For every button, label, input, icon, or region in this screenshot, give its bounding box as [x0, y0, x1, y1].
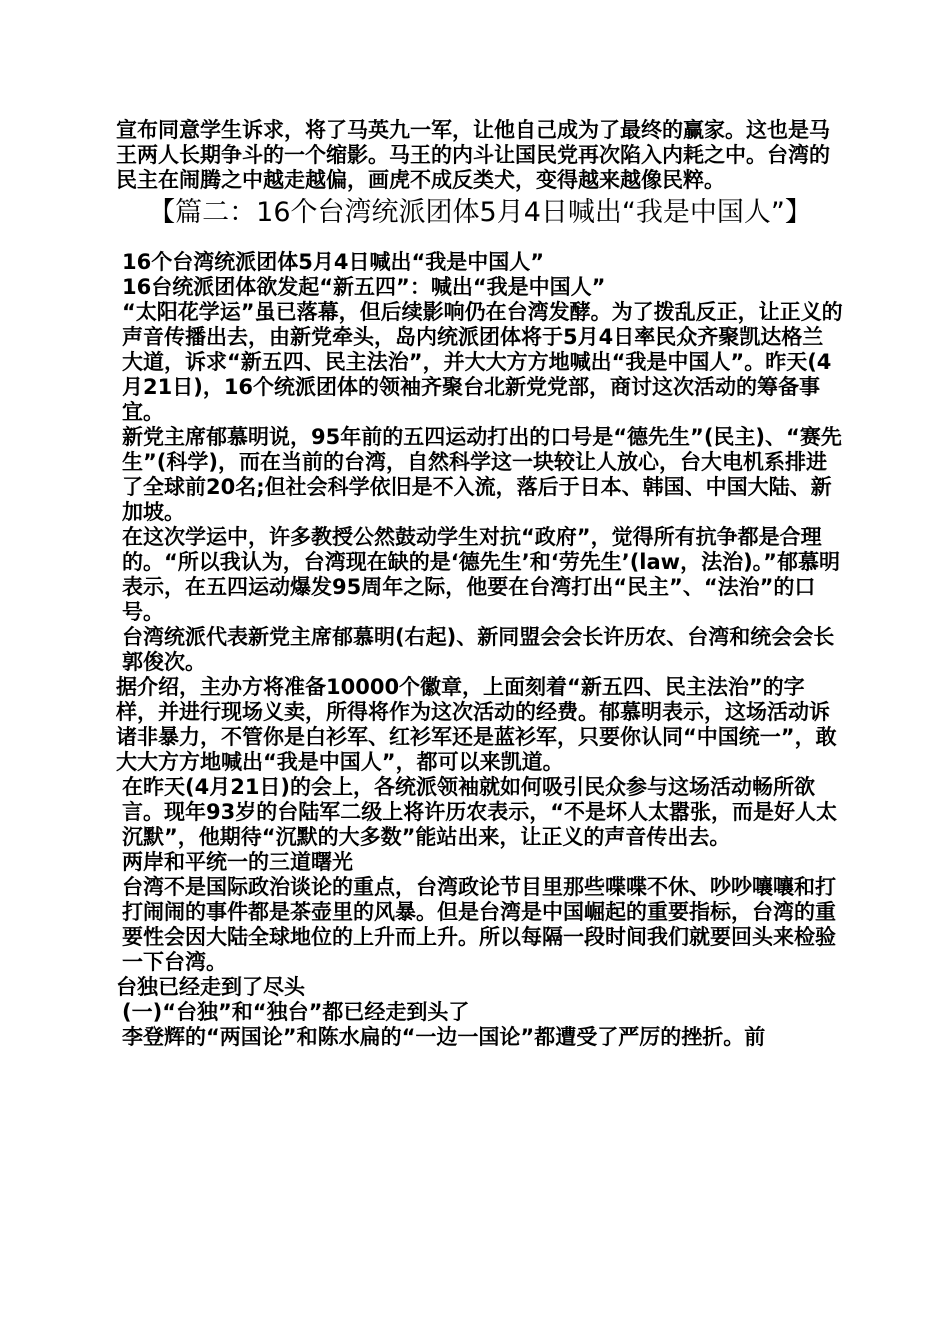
paragraph-subheading: 两岸和平统一的三道曙光: [122, 850, 353, 874]
paragraph-subtitle-1: 16个台湾统派团体5月4日喊出“我是中国人”: [122, 250, 545, 274]
paragraph-caption: 台湾统派代表新党主席郁慕明(右起)、新同盟会会长许历农、台湾和统会会长郭俊次。: [122, 625, 835, 674]
paragraph-body: 李登辉的“两国论”和陈水扁的“一边一国论”都遭受了严厉的挫折。前: [122, 1025, 766, 1049]
paragraph-subheading: 台独已经走到了尽头: [116, 975, 305, 999]
document-page: [116, 118, 844, 1050]
paragraph-body: “太阳花学运”虽已落幕，但后续影响仍在台湾发酵。为了拨乱反正，让正义的声音传播出去，由新党牵头，岛内统派团体将于5月4日率民众齐聚凯达格兰大道，诉求“新五四、民主法治”，并大大方方地喊出“我是中国人”。昨天(4月21日)，16个统派团体的领袖齐聚台北新党党部，商讨这次活动的筹备事宜。: [122, 300, 843, 424]
paragraph-subheading: (一)“台独”和“独台”都已经走到头了: [122, 1000, 470, 1024]
paragraph-body: 据介绍，主办方将准备10000个徽章，上面刻着“新五四、民主法治”的字样，并进行现场义卖，所得将作为这次活动的经费。郁慕明表示，这场活动诉诸非暴力，不管你是白衫军、红衫军还是蓝衫军，只要你认同“中国统一”，敢大大方方地喊出“我是中国人”，都可以来凯道。: [116, 675, 837, 774]
paragraph-body: 在这次学运中，许多教授公然鼓动学生对抗“政府”，觉得所有抗争都是合理的。“所以我认为，台湾现在缺的是‘德先生’和‘劳先生’(law，法治)。”郁慕明表示，在五四运动爆发95周年之际，他要在台湾打出“民主”、“法治”的口号。: [122, 525, 840, 624]
paragraph-subtitle-2: 16台统派团体欲发起“新五四”：喊出“我是中国人”: [122, 275, 606, 299]
section-heading: 【篇二：16个台湾统派团体5月4日喊出“我是中国人”】: [148, 197, 812, 228]
paragraph-body: 新党主席郁慕明说，95年前的五四运动打出的口号是“德先生”(民主)、“赛先生”(科学)，而在当前的台湾，自然科学这一块较让人放心，台大电机系排进了全球前20名;但社会科学依旧是不入流，落后于日本、韩国、中国大陆、新加坡。: [122, 425, 842, 524]
paragraph-body: 台湾不是国际政治谈论的重点，台湾政论节目里那些喋喋不休、吵吵嚷嚷和打打闹闹的事件都是茶壶里的风暴。但是台湾是中国崛起的重要指标，台湾的重要性会因大陆全球地位的上升而上升。所以每隔一段时间我们就要回头来检验一下台湾。: [122, 875, 836, 974]
intro-paragraph: 宣布同意学生诉求，将了马英九一军，让他自己成为了最终的赢家。这也是马王两人长期争斗的一个缩影。马王的内斗让国民党再次陷入内耗之中。台湾的民主在闹腾之中越走越偏，画虎不成反类犬，变得越来越像民粹。: [116, 118, 830, 192]
paragraph-body: 在昨天(4月21日)的会上，各统派领袖就如何吸引民众参与这场活动畅所欲言。现年93岁的台陆军二级上将许历农表示，“不是坏人太嚣张，而是好人太沉默”，他期待“沉默的大多数”能站出来，让正义的声音传出去。: [122, 775, 838, 849]
